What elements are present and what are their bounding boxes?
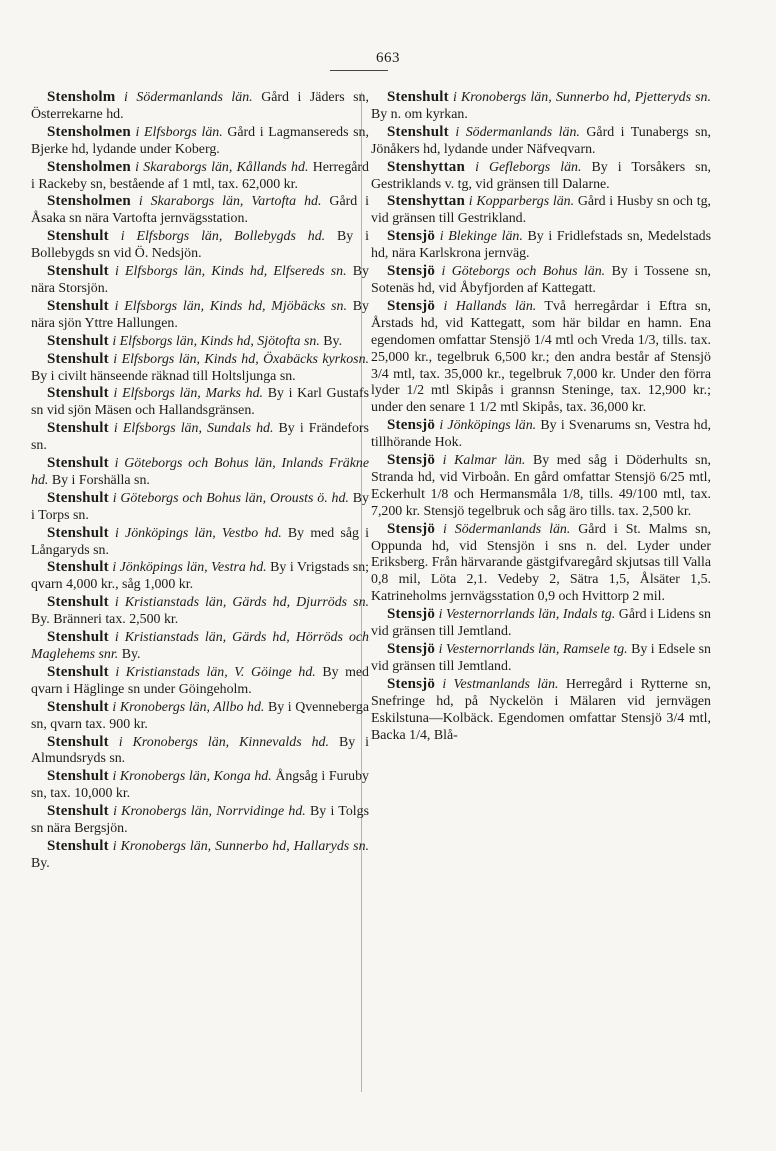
entry-headword: Stensjö [387, 417, 436, 434]
entry-region: i Södermanlands län. [124, 90, 253, 105]
right-column [371, 89, 711, 744]
dictionary-entry [31, 803, 369, 838]
dictionary-entry [31, 89, 369, 124]
entry-region: i Kronobergs län, Norrvidinge hd. [113, 804, 306, 820]
entry-region: i Jönköpings län, Vestbo hd. [115, 525, 282, 541]
entry-region: i Elfsborgs län, Kinds hd, Öxabäcks kyrkosn. [113, 351, 369, 367]
entry-region: i Kalmar län. [442, 453, 526, 469]
entry-region: i Kronobergs län, Sunnerbo hd, Hallaryds sn. [112, 838, 369, 854]
entry-text: Herregård i Rackeby sn, bestående af 1 mtl, tax. 62,000 kr. [31, 159, 369, 192]
entry-region: i Kronobergs län, Allbo hd. [112, 699, 265, 715]
dictionary-entry [31, 525, 369, 560]
entry-region: i Jönköpings län. [439, 418, 537, 434]
entry-region: i Kronobergs län, Kinnevalds hd. [118, 734, 329, 750]
dictionary-entry [31, 455, 369, 490]
entry-text: By med såg i Långaryds sn. [31, 525, 369, 558]
entry-text: By i Tolgs sn nära Bergsjön. [31, 804, 369, 837]
entry-text: By i Torsåkers sn, Gestriklands v. tg, vid gränsen till Dalarne. [371, 159, 711, 192]
entry-headword: Stenshult [47, 385, 109, 402]
entry-region: i Elfsborgs län, Bollebygds hd. [120, 229, 326, 245]
dictionary-entry [31, 298, 369, 333]
entry-text: By med såg i Döderhults sn, Stranda hd, vid Virboån. En gård omfattar Stensjö 6/25 mtl, Eckerhult 1/8 och Hermansmåla 1/8, tills. 49/100 mtl, tax. 7,200 kr. Stensjö tegelbruk och såg äro tills. tax. 2,500 kr. [371, 453, 711, 519]
dictionary-entry [371, 606, 711, 641]
entry-text: By i Vrigstads sn; qvarn 4,000 kr., såg 1,000 kr. [31, 560, 369, 593]
entry-region: i Elfsborgs län, Kinds hd, Mjöbäcks sn. [114, 298, 347, 314]
entry-headword: Stensjö [387, 606, 436, 623]
entry-text: Gård i Jäders sn, Österrekarne hd. [31, 90, 369, 122]
entry-text: Herregård i Rytterne sn, Snefringe hd, på Nyckelön i Mälaren vid jernvägen Eskilstuna—Kolbäck. Egendomen omfattar Stensjö 3/4 mtl, Backa 1/4, Blå- [371, 676, 711, 743]
entry-text: By. Bränneri tax. 2,500 kr. [31, 612, 179, 628]
dictionary-entry [31, 838, 369, 873]
entry-region: i Kristianstads län, Gärds hd, Hörröds och Maglehems snr. [31, 630, 369, 662]
entry-headword: Stenshult [387, 89, 449, 105]
dictionary-entry [371, 124, 711, 159]
entry-region: i Vesternorrlands län, Ramsele tg. [438, 642, 628, 657]
entry-headword: Stenshult [47, 594, 109, 611]
dictionary-entry [31, 351, 369, 386]
entry-headword: Stensjö [387, 228, 436, 245]
entry-headword: Stenshult [47, 332, 109, 349]
entry-headword: Stensholm [47, 89, 116, 105]
entry-headword: Stensjö [387, 297, 436, 314]
entry-text: By n. om kyrkan. [371, 106, 468, 122]
entry-text: By i Forshälla sn. [51, 472, 150, 488]
entry-region: i Skaraborgs län, Kållands hd. [135, 159, 309, 175]
dictionary-entry [371, 417, 711, 452]
entry-headword: Stenshyttan [387, 193, 466, 210]
entry-text: By i Frändefors sn. [31, 421, 369, 454]
entry-text: Två herregårdar i Eftra sn, Årstads hd, vid Kattegatt, som här bildar en hamn. Ena egendomen omfattar Stensjö 1/4 mtl och Vreda 1/3, tills. tax. 25,000 kr., tegelbruk 6,500 kr.; den andra består af Stensjö 3/4 mtl, tax. 35,000 kr., tegelbruk 7,000 kr. Under den förra lyder 1/2 mtl Skipås i grannsn Steninge, tax. 12,900 kr.; under den senare 1 1/2 mtl Skipås, tax. 36,000 kr. [371, 298, 711, 416]
entry-region: i Gefleborgs län. [475, 159, 582, 175]
dictionary-entry [31, 263, 369, 298]
dictionary-entry [31, 193, 369, 228]
dictionary-entry [31, 559, 369, 594]
dictionary-entry [371, 193, 711, 228]
entry-text: By i Torps sn. [31, 490, 369, 523]
entry-text: Ångsåg i Furuby sn, tax. 10,000 kr. [31, 769, 369, 802]
entry-region: i Kopparbergs län. [468, 194, 575, 210]
entry-region: i Elfsborgs län, Marks hd. [113, 386, 263, 402]
entry-text: By i Qvenneberga sn, qvarn tax. 900 kr. [31, 699, 369, 732]
entry-region: i Kronobergs län, Konga hd. [112, 769, 272, 785]
entry-headword: Stenshult [47, 768, 109, 785]
entry-headword: Stenshult [47, 489, 109, 506]
entry-headword: Stenshult [47, 228, 109, 245]
entry-text: By i Tossene sn, Sotenäs hd, vid Åbyfjorden af Kattegatt. [371, 264, 712, 296]
entry-region: i Vestmanlands län. [442, 676, 559, 692]
entry-region: i Hallands län. [443, 298, 537, 314]
entry-text: Gård i St. Malms sn, Oppunda hd, vid Stensjön i sns n. del. Lyder under Eriksberg. Från härvarande gästgifvaregård skjutsas till Valla 0,8 mil, Löta 2,1. Vedeby 2, Sätra 1,5, Ålsäter 1,5. Katrineholms jernvägsstation 0,9 och Hvittorp 2 mil. [371, 521, 711, 605]
entry-headword: Stensjö [387, 263, 436, 280]
entry-text: By. [31, 855, 50, 871]
entry-headword: Stenshult [47, 559, 109, 576]
entry-text: By med qvarn i Häglinge sn under Göingeholm. [31, 664, 369, 697]
dictionary-entry [371, 521, 711, 607]
dictionary-entry [31, 420, 369, 455]
left-column [31, 89, 369, 873]
entry-region: i Göteborgs och Bohus län. [441, 264, 606, 280]
entry-headword: Stenshult [47, 350, 109, 367]
entry-region: i Kronobergs län, Sunnerbo hd, Pjetteryds sn. [452, 90, 711, 105]
entry-headword: Stensjö [387, 675, 436, 692]
entry-text: By i Bollebygds sn vid Ö. Nedsjön. [31, 229, 369, 262]
entry-region: i Skaraborgs län, Vartofta hd. [138, 194, 322, 210]
dictionary-entry [31, 734, 369, 769]
entry-region: i Elfsborgs län, Kinds hd, Sjötofta sn. [112, 333, 320, 349]
entry-text: By i civilt hänseende räknad till Holtsljunga sn. [31, 368, 296, 384]
entry-region: i Södermanlands län. [443, 521, 571, 537]
dictionary-entry [31, 490, 369, 525]
entry-headword: Stensholmen [47, 193, 131, 210]
entry-text: By nära sjön Yttre Hallungen. [31, 298, 369, 331]
entry-headword: Stenshult [47, 803, 109, 820]
entry-text: By. [323, 333, 343, 349]
dictionary-entry [371, 89, 711, 124]
entry-region: i Kristianstads län, V. Göinge hd. [115, 664, 316, 680]
entry-region: i Kristianstads län, Gärds hd, Djurröds sn. [114, 595, 369, 611]
entry-region: i Vesternorrlands län, Indals tg. [438, 607, 616, 623]
entry-text: By i Almundsryds sn. [31, 734, 369, 767]
page-number: 663 [376, 50, 400, 66]
entry-text: Gård i Lidens sn vid gränsen till Jemtland. [371, 607, 711, 640]
entry-headword: Stensholmen [47, 158, 131, 175]
dictionary-entry [31, 594, 369, 629]
entry-headword: Stenshult [47, 263, 109, 280]
entry-text: By nära Storsjön. [31, 264, 369, 296]
entry-headword: Stenshult [47, 455, 109, 472]
entry-region: i Elfsborgs län, Kinds hd, Elfsereds sn. [115, 264, 347, 280]
entry-text: Gård i Lagmansereds sn, Bjerke hd, lydande under Koberg. [31, 124, 369, 157]
dictionary-entry [371, 159, 711, 194]
entry-region: i Göteborgs och Bohus län, Inlands Fräkne hd. [31, 456, 369, 488]
entry-text: Gård i Åsaka sn nära Vartofta jernvägsstation. [31, 194, 369, 227]
entry-headword: Stenshyttan [387, 158, 466, 175]
entry-headword: Stenshult [47, 629, 109, 646]
entry-headword: Stensjö [387, 520, 436, 537]
entry-text: By i Edsele sn vid gränsen till Jemtland. [371, 642, 711, 674]
entry-headword: Stensholmen [47, 123, 131, 140]
entry-region: i Göteborgs och Bohus län, Orousts ö. hd. [112, 490, 349, 506]
dictionary-entry [31, 768, 369, 803]
entry-headword: Stenshult [387, 123, 449, 140]
entry-region: i Elfsborgs län, Sundals hd. [113, 421, 274, 437]
dictionary-entry [31, 228, 369, 263]
entry-headword: Stenshult [47, 663, 109, 680]
dictionary-entry [371, 641, 711, 676]
dictionary-entry [371, 298, 711, 417]
entry-headword: Stenshult [47, 837, 109, 854]
entry-text: Gård i Tunabergs sn, Jönåkers hd, lydande under Näfveqvarn. [371, 124, 711, 157]
entry-text: By. [121, 647, 141, 662]
dictionary-entry [31, 699, 369, 734]
dictionary-entry [31, 664, 369, 699]
dictionary-entry [31, 159, 369, 194]
dictionary-entry [371, 676, 711, 745]
entry-text: By i Karl Gustafs sn vid sjön Mäsen och Hallandsgränsen. [31, 386, 369, 419]
dictionary-entry [31, 385, 369, 420]
entry-text: By i Svenarums sn, Vestra hd, tillhörande Hok. [371, 418, 711, 451]
entry-headword: Stenshult [47, 698, 109, 715]
dictionary-entry [31, 629, 369, 664]
entry-headword: Stenshult [47, 733, 109, 750]
entry-region: i Blekinge län. [439, 229, 523, 245]
dictionary-entry [371, 452, 711, 521]
entry-headword: Stenshult [47, 420, 109, 437]
entry-text: By i Fridlefstads sn, Medelstads hd, nära Karlskrona jernväg. [371, 229, 711, 262]
entry-headword: Stensjö [387, 641, 436, 657]
dictionary-entry [371, 228, 711, 263]
dictionary-entry [31, 124, 369, 159]
entry-region: i Jönköpings län, Vestra hd. [112, 560, 267, 576]
entry-headword: Stensjö [387, 452, 436, 469]
header-rule [330, 70, 388, 71]
entry-region: i Elfsborgs län. [135, 124, 223, 140]
entry-headword: Stenshult [47, 524, 109, 541]
entry-region: i Södermanlands län. [455, 124, 580, 140]
entry-text: Gård i Husby sn och tg, vid gränsen till Gestrikland. [371, 194, 711, 227]
dictionary-entry [371, 263, 711, 298]
dictionary-entry [31, 333, 369, 351]
entry-headword: Stenshult [47, 297, 109, 314]
